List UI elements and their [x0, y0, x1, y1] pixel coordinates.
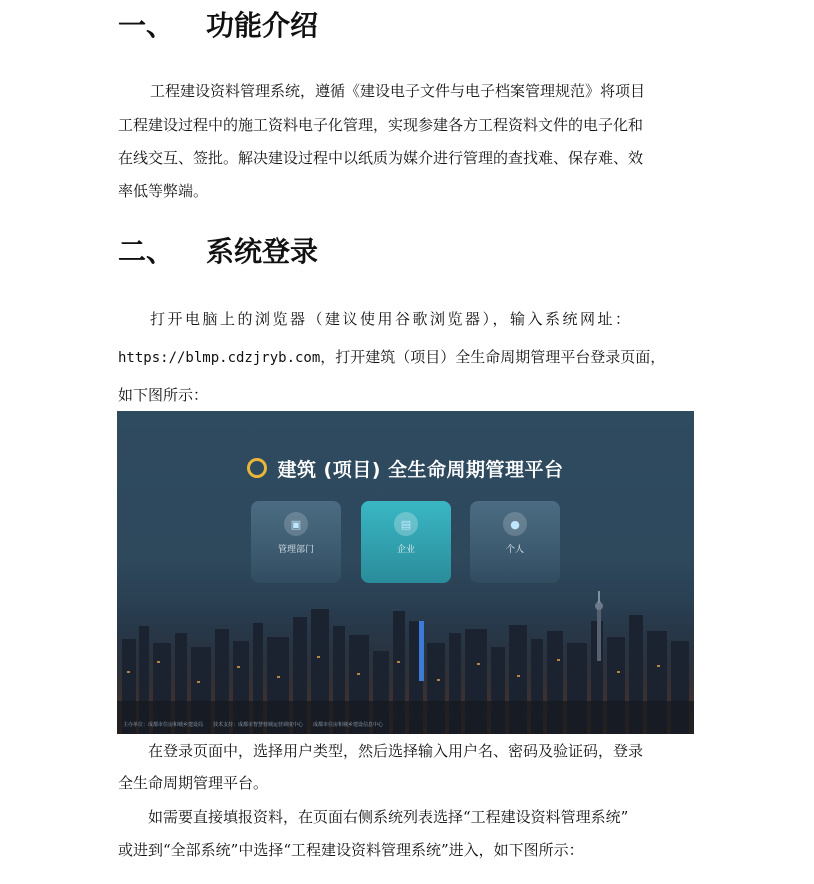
section-heading-1: [118, 8, 318, 44]
section-heading-2: [118, 234, 318, 270]
login-line-2: [118, 346, 696, 367]
platform-title-text: 建筑 (项目) 全生命周期管理平台: [277, 459, 564, 481]
login-type-department[interactable]: [251, 501, 341, 583]
after-p1-line-2: 全生命周期管理平台。: [118, 774, 269, 792]
section-title-1: 功能介绍: [206, 9, 319, 42]
card-label-department: 管理部门: [277, 545, 314, 555]
intro-line-1: 工程建设资料管理系统，遵循《建设电子文件与电子档案管理规范》将项目: [150, 82, 646, 100]
login-page-screenshot: [117, 411, 694, 734]
enterprise-icon: ▤: [394, 512, 418, 536]
department-icon: ▣: [284, 512, 308, 536]
section-number-1: 一、: [118, 9, 175, 42]
intro-line-4: 率低等弊端。: [118, 182, 209, 200]
login-line-1: 打开电脑上的浏览器（建议使用谷歌浏览器），输入系统网址：: [150, 310, 633, 328]
card-label-person: 个人: [505, 545, 524, 555]
login-line-3: 如下图所示：: [118, 386, 209, 404]
intro-line-2: 工程建设过程中的施工资料电子化管理，实现参建各方工程资料文件的电子化和: [118, 116, 644, 134]
platform-logo-icon: [247, 458, 267, 478]
login-line-2-rest: ，打开建筑（项目）全生命周期管理平台登录页面，: [320, 348, 666, 366]
section-number-2: 二、: [118, 235, 175, 268]
login-type-enterprise[interactable]: [361, 501, 451, 583]
system-url-link[interactable]: https://blmp.cdzjryb.com: [118, 350, 321, 366]
after-p2-line-2: 或进到“全部系统”中选择“工程建设资料管理系统”进入，如下图所示：: [118, 841, 584, 859]
section-title-2: 系统登录: [206, 235, 319, 268]
intro-line-3: 在线交互、签批。解决建设过程中以纸质为媒介进行管理的查找难、保存难、效: [118, 149, 644, 167]
person-icon: ●: [503, 512, 527, 536]
after-p1-line-1: 在登录页面中，选择用户类型，然后选择输入用户名、密码及验证码，登录: [148, 742, 644, 760]
platform-title: [117, 455, 694, 482]
screenshot-footer: 主办单位：成都市住房和城乡建设局 技术支持：成都市智慧蓉城运营调度中心 成都市住房和城乡建设信息中心: [123, 722, 384, 728]
card-label-enterprise: 企业: [396, 545, 415, 555]
login-type-person[interactable]: [470, 501, 560, 583]
after-p2-line-1: 如需要直接填报资料，在页面右侧系统列表选择“工程建设资料管理系统”: [148, 808, 629, 826]
